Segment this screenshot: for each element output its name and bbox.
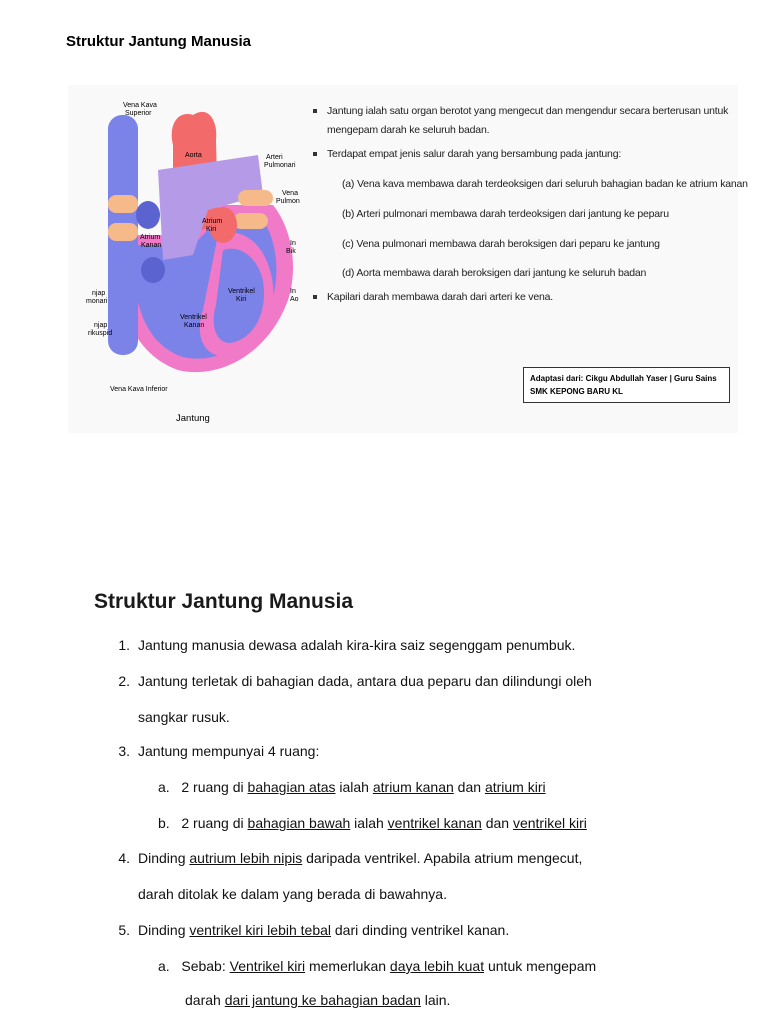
label-atrium-kiri-1: Atrium <box>202 218 223 225</box>
label-injap-pulmonari-2: monari <box>86 298 108 305</box>
heart-diagram <box>68 85 303 433</box>
label-injap-aorta-1: In <box>290 288 296 295</box>
label-vena-pulmonari-1: Vena <box>282 190 298 197</box>
label-vena-pulmonari-2: Pulmon <box>276 198 300 205</box>
list-item: 4. Dinding autrium lebih nipis daripada ventrikel. Apabila atrium mengecut, <box>118 850 583 866</box>
list-item-cont: darah ditolak ke dalam yang berada di bawahnya. <box>138 886 447 902</box>
bullet-dot <box>313 109 317 113</box>
bullet-1-cont: mengepam darah ke seluruh badan. <box>327 124 490 136</box>
bullet-dot <box>313 295 317 299</box>
sub-bullet-b: (b) Arteri pulmonari membawa darah terdeoksigen dari jantung ke peparu <box>342 208 669 220</box>
sub-item: a. Sebab: Ventrikel kiri memerlukan daya lebih kuat untuk mengepam <box>158 958 597 974</box>
credit-box <box>523 367 730 403</box>
credit-line-1: Adaptasi dari: Cikgu Abdullah Yaser | Guru Sains <box>530 374 717 383</box>
sub-item-cont: darah dari jantung ke bahagian badan lain. <box>185 992 451 1008</box>
sub-item: b. 2 ruang di bahagian bawah ialah ventrikel kanan dan ventrikel kiri <box>158 815 587 831</box>
label-atrium-kanan-2: Kanan <box>141 242 162 249</box>
page-title: Struktur Jantung Manusia <box>66 33 252 50</box>
vessel-right-2 <box>233 213 268 229</box>
bullet-dot <box>313 152 317 156</box>
bullet-3: Kapilari darah membawa darah dari arteri ke vena. <box>313 291 553 303</box>
label-ventrikel-kanan-1: Ventrikel <box>180 314 207 321</box>
label-ventrikel-kanan-2: Kanan <box>184 322 205 329</box>
heart-figure-panel <box>68 85 748 433</box>
list-item: 1. Jantung manusia dewasa adalah kira-kira saiz segenggam penumbuk. <box>118 637 576 653</box>
list-item: 3. Jantung mempunyai 4 ruang: <box>118 743 320 759</box>
label-injap-pulmonari-1: njap <box>92 290 106 297</box>
vessel-left-2 <box>108 223 138 241</box>
vessel-right-1 <box>238 190 273 206</box>
list-item-cont: sangkar rusuk. <box>138 709 230 725</box>
atrium-kiri-shape <box>209 207 237 243</box>
label-injap-trikuspid-1: njap <box>94 322 108 329</box>
bullet-1: Jantung ialah satu organ berotot yang mengecut dan mengendur secara berterusan untuk <box>313 105 728 117</box>
ventricle-shape <box>141 257 165 283</box>
label-vena-kava-superior-2: Superior <box>125 110 152 117</box>
label-atrium-kiri-2: Kiri <box>206 226 217 233</box>
sub-bullet-d: (d) Aorta membawa darah beroksigen dari jantung ke seluruh badan <box>342 267 647 279</box>
label-injap-bikuspid-2: Bik <box>286 248 296 255</box>
list-item: 2. Jantung terletak di bahagian dada, antara dua peparu dan dilindungi oleh <box>118 673 592 689</box>
label-arteri-pulmonari-2: Pulmonari <box>264 162 296 169</box>
sub-bullet-c: (c) Vena pulmonari membawa darah beroksigen dari peparu ke jantung <box>342 238 660 250</box>
sub-item: a. 2 ruang di bahagian atas ialah atrium kanan dan atrium kiri <box>158 779 546 795</box>
sub-bullet-a: (a) Vena kava membawa darah terdeoksigen dari seluruh bahagian badan ke atrium kanan <box>342 178 748 190</box>
list-item: 5. Dinding ventrikel kiri lebih tebal dari dinding ventrikel kanan. <box>118 922 510 938</box>
label-aorta: Aorta <box>185 152 202 159</box>
section-title: Struktur Jantung Manusia <box>94 590 354 613</box>
label-vena-kava-inferior: Vena Kava Inferior <box>110 386 168 393</box>
vessel-left-1 <box>108 195 138 213</box>
label-vena-kava-superior-1: Vena Kava <box>123 102 157 109</box>
label-ventrikel-kiri-2: Kiri <box>236 296 247 303</box>
diagram-caption: Jantung <box>176 413 210 424</box>
label-injap-trikuspid-2: rikuspid <box>88 330 113 337</box>
label-injap-bikuspid-1: In <box>290 240 296 247</box>
bullet-2: Terdapat empat jenis salur darah yang bersambung pada jantung: <box>313 148 621 160</box>
label-atrium-kanan-1: Atrium <box>140 234 161 241</box>
credit-line-2: SMK KEPONG BARU KL <box>530 387 623 396</box>
label-ventrikel-kiri-1: Ventrikel <box>228 288 255 295</box>
atrium-kanan-shape <box>136 201 160 229</box>
label-arteri-pulmonari-1: Arteri <box>266 154 283 161</box>
label-injap-aorta-2: Ao <box>290 296 299 303</box>
